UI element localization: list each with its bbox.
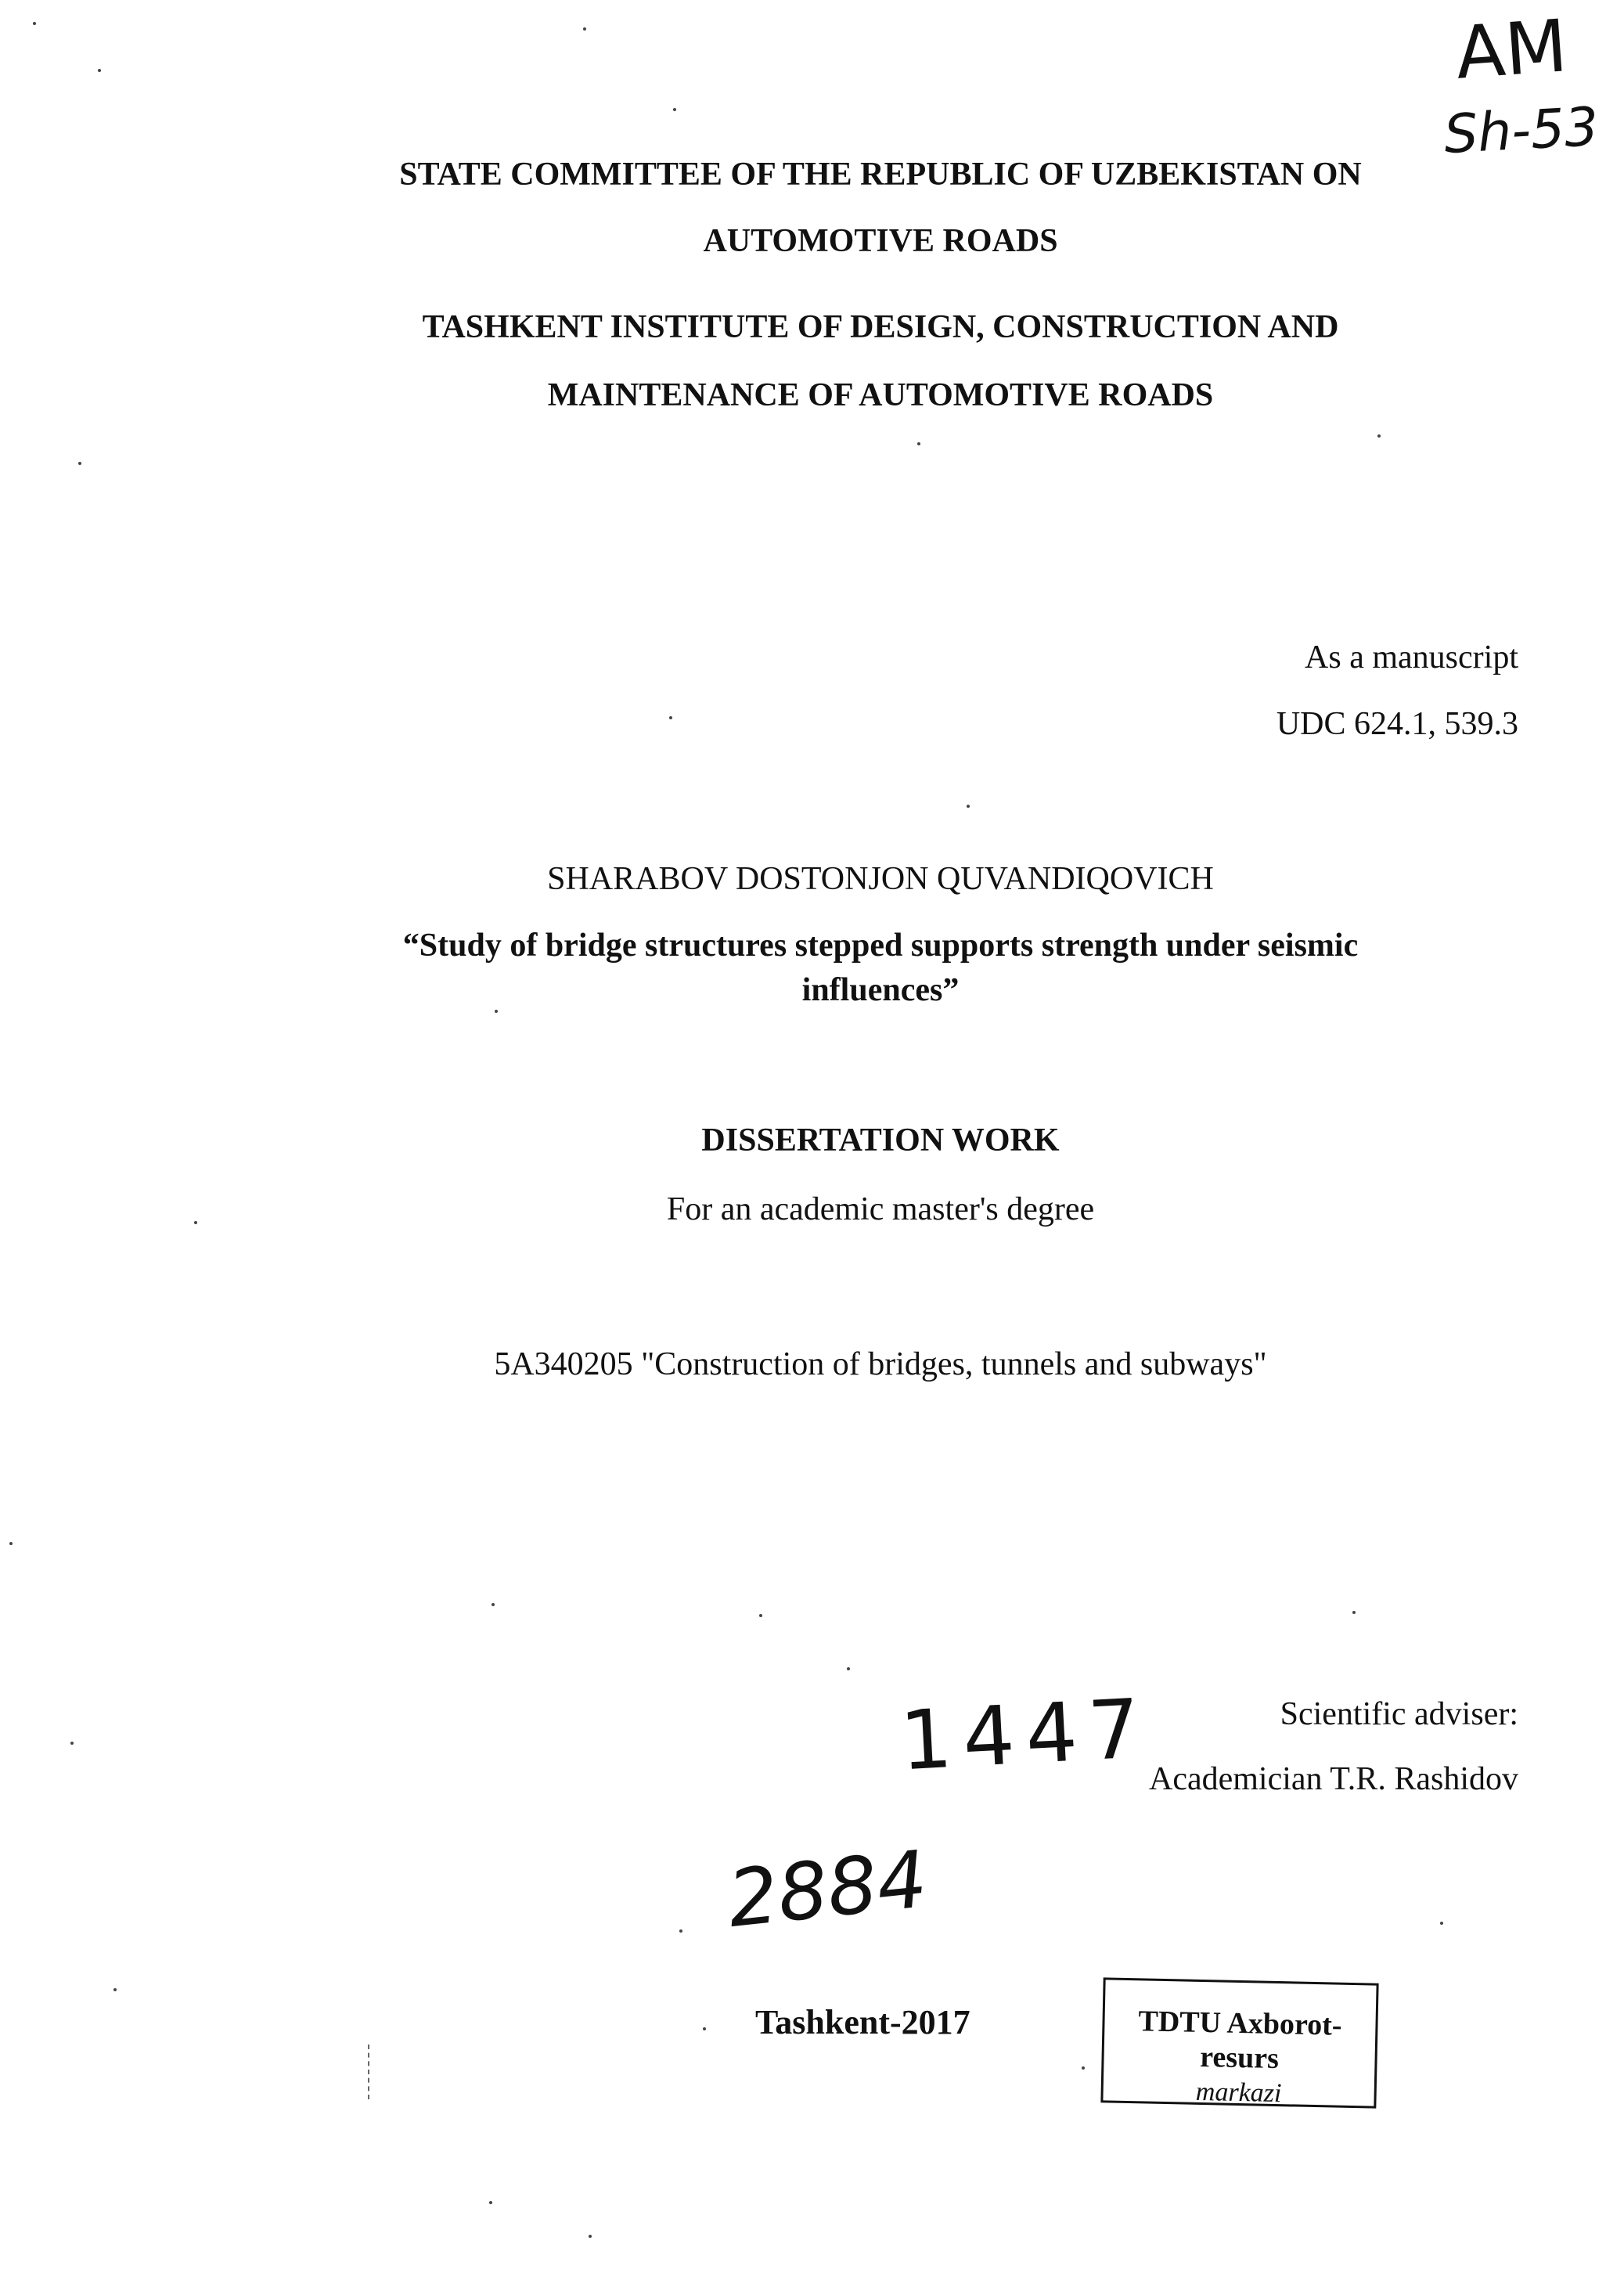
degree-line: For an academic master's degree [666,1191,1095,1227]
institute-line-1: TASHKENT INSTITUTE OF DESIGN, CONSTRUCTION AND [422,309,1339,345]
institute-line-2: MAINTENANCE OF AUTOMOTIVE ROADS [547,377,1214,413]
committee-line-1: STATE COMMITTEE OF THE REPUBLIC OF UZBEKISTAN ON [399,157,1362,193]
scan-speck [967,805,970,808]
dissertation-title-line-1: “Study of bridge structures stepped supports strength under seismic [402,928,1359,964]
scan-speck [1352,1611,1356,1614]
scan-speck [70,1742,74,1745]
scan-speck [492,1603,495,1606]
handwritten-number-2884: 2884 [723,1833,931,1945]
scan-speck [489,2201,492,2204]
manuscript-label: As a manuscript [1305,640,1518,676]
scan-speck [583,27,586,31]
scan-speck [679,1929,682,1933]
committee-line-2: AUTOMOTIVE ROADS [703,223,1058,259]
scan-speck [669,716,672,719]
scan-speck [98,69,101,72]
handwritten-code-am: AM [1453,4,1570,95]
scan-speck [759,1614,762,1617]
handwritten-code-sh53: Sh-53 [1442,95,1601,167]
scan-speck [78,462,81,465]
scan-speck [847,1667,850,1670]
dissertation-title-line-2: influences” [801,972,960,1008]
scan-speck [1082,2066,1085,2070]
scan-speck [9,1542,13,1545]
scan-speck [495,1010,498,1013]
scan-mark [368,2045,371,2099]
author-name: SHARABOV DOSTONJON QUVANDIQOVICH [547,861,1214,897]
scan-speck [917,442,920,445]
stamp-line-2: markazi [1195,2077,1282,2109]
specialty-line: 5A340205 "Construction of bridges, tunnels and subways" [494,1346,1267,1382]
scan-speck [589,2235,592,2238]
place-year: Tashkent-2017 [755,2003,970,2041]
scan-speck [1440,1922,1443,1925]
scan-speck [113,1988,117,1991]
scan-speck [703,2027,706,2030]
scan-speck [673,108,676,111]
handwritten-number-1447: 1447 [898,1680,1154,1789]
adviser-label: Scientific adviser: [1280,1696,1518,1732]
udc-code: UDC 624.1, 539.3 [1276,706,1518,742]
adviser-name: Academician T.R. Rashidov [1148,1761,1518,1797]
work-type: DISSERTATION WORK [701,1122,1060,1158]
stamp-line-1: TDTU Axborot-resurs [1138,2005,1342,2076]
scan-speck [33,22,36,25]
scan-speck [194,1221,197,1224]
scan-speck [1377,434,1381,438]
library-stamp [1100,1977,1378,2108]
